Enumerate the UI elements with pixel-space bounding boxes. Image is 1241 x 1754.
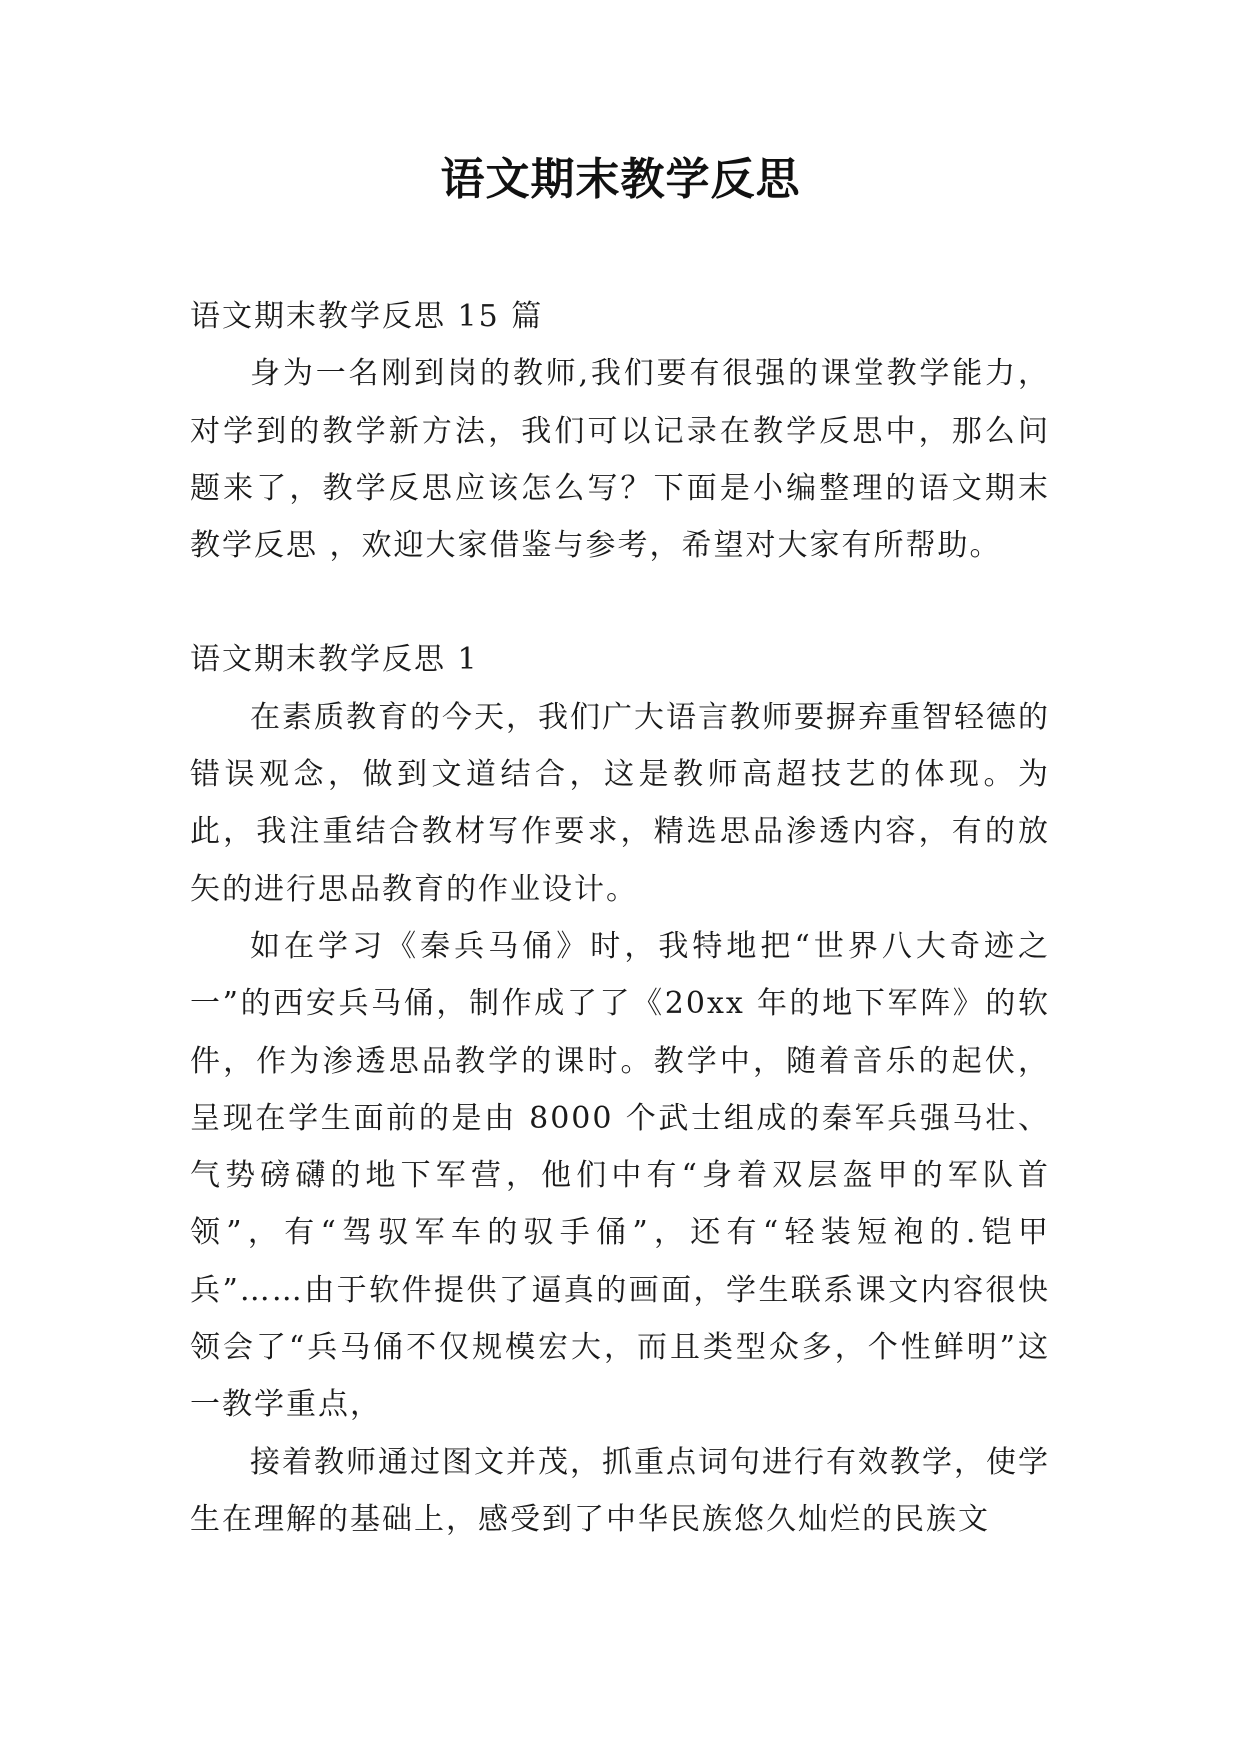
section-1-paragraph-1: 在素质教育的今天，我们广大语言教师要摒弃重智轻德的错误观念，做到文道结合，这是教师高超技艺的体现。为此，我注重结合教材写作要求，精选思品渗透内容，有的放矢的进行思品教育的作业设计。 <box>190 699 1050 907</box>
document-body <box>190 288 1050 1548</box>
section-1-paragraph-2: 如在学习《秦兵马俑》时，我特地把“世界八大奇迹之一”的西安兵马俑，制作成了了《20xx 年的地下军阵》的软件，作为渗透思品教学的课时。教学中，随着音乐的起伏，呈现在学生面前的是由 8000 个武士组成的秦军兵强马壮、气势磅礴的地下军营，他们中有“身着双层盔甲的军队首领”，有“驾驭军车的驭手俑”，还有“轻装短袍的.铠甲兵”……由于软件提供了逼真的画面，学生联系课文内容很快领会了“兵马俑不仅规模宏大，而且类型众多，个性鲜明”这一教学重点， <box>190 928 1050 1423</box>
intro-paragraph: 身为一名刚到岗的教师,我们要有很强的课堂教学能力，对学到的教学新方法，我们可以记录在教学反思中，那么问题来了，教学反思应该怎么写？下面是小编整理的语文期末教学反思 ，欢迎大家借鉴与参考，希望对大家有所帮助。 <box>190 356 1050 564</box>
section-1-heading: 语文期末教学反思 1 <box>190 642 479 678</box>
section-1-paragraph-3: 接着教师通过图文并茂，抓重点词句进行有效教学，使学生在理解的基础上，感受到了中华民族悠久灿烂的民族文 <box>190 1444 1050 1537</box>
intro-heading: 语文期末教学反思 15 篇 <box>190 299 544 334</box>
document-title: 语文期末教学反思 <box>440 154 801 205</box>
section-spacer <box>190 574 1050 631</box>
